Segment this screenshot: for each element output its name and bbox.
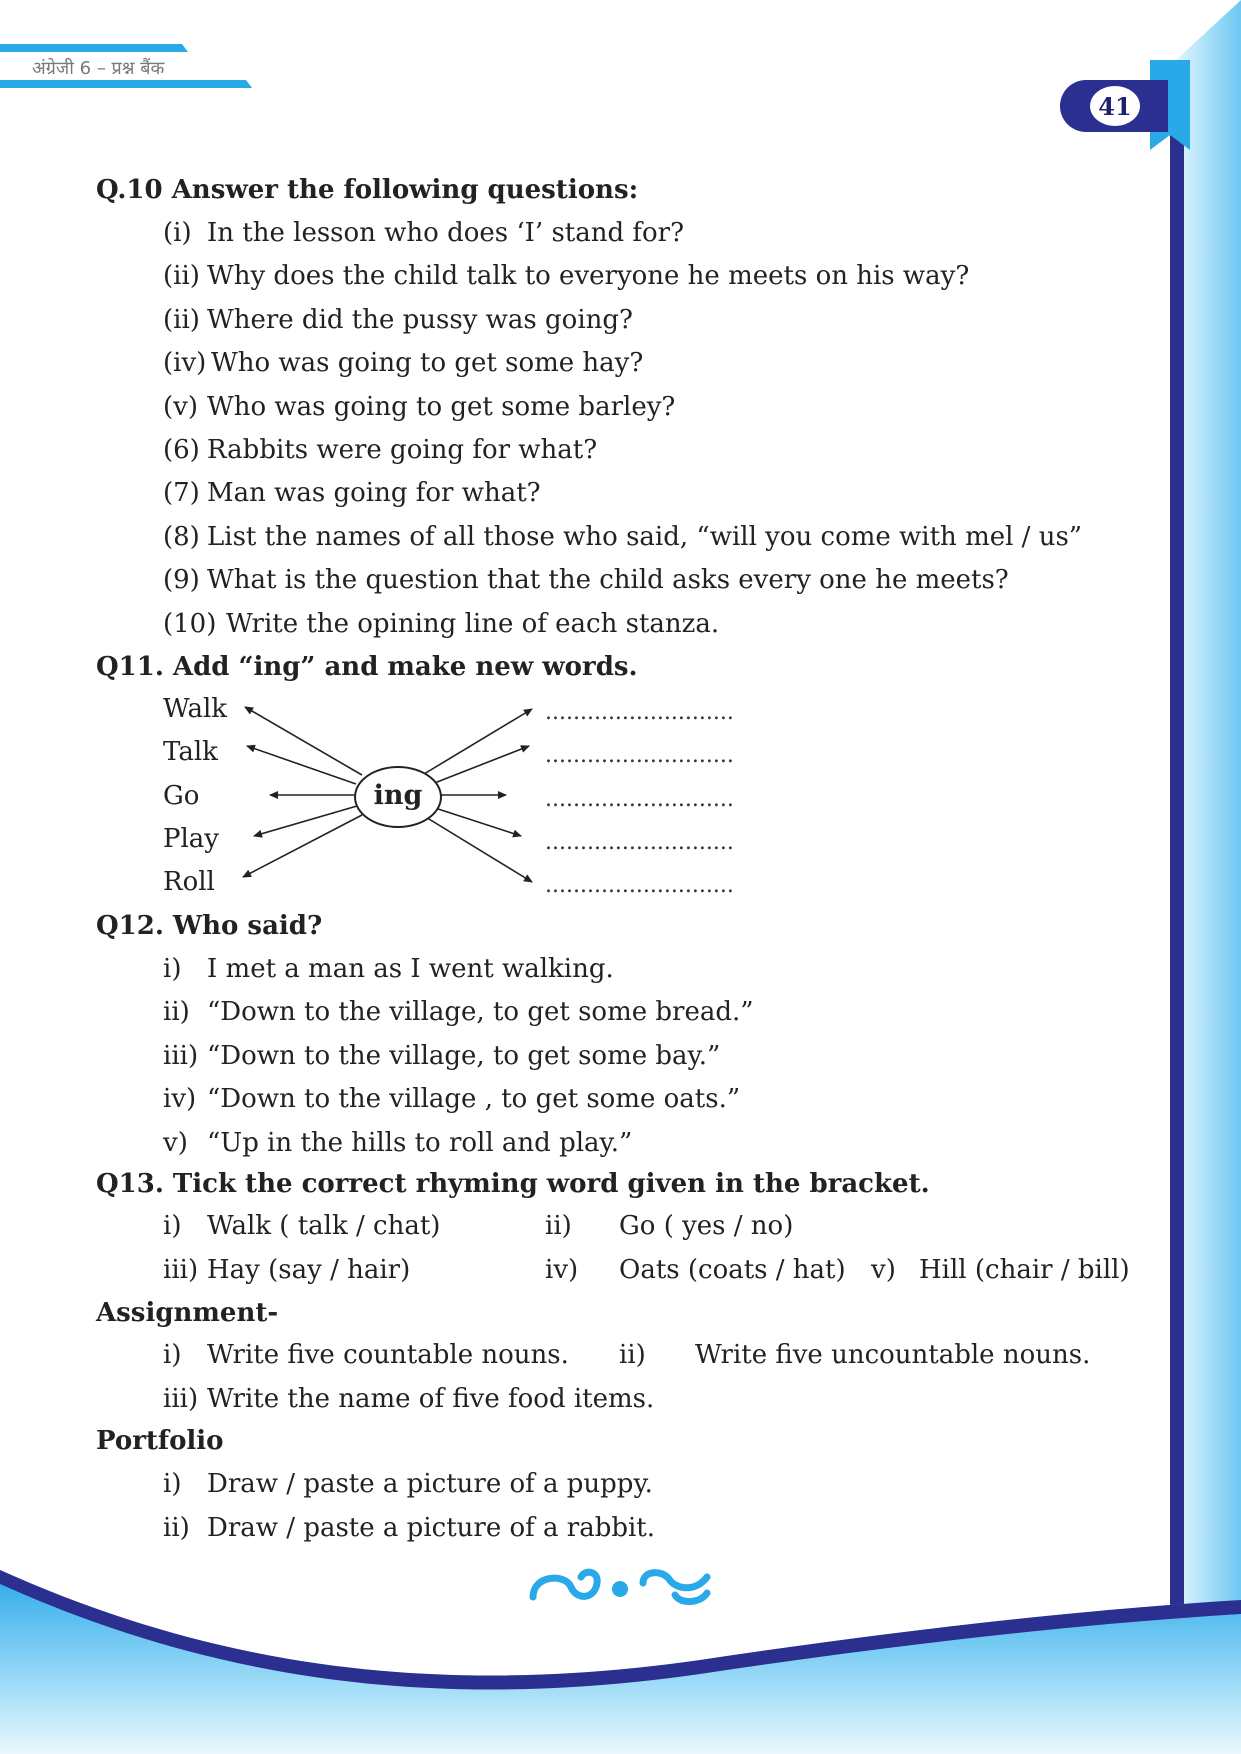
q10-item-num: (ii) <box>163 305 200 335</box>
q10-item-text: Where did the pussy was going? <box>207 305 633 335</box>
q11-word: Play <box>163 824 219 854</box>
q10-item-text: What is the question that the child asks every one he meets? <box>207 565 1009 595</box>
book-title: अंग्रेजी 6 – प्रश्न बैंक <box>32 58 165 79</box>
q12-item-text: “Down to the village , to get some oats.” <box>207 1084 741 1114</box>
portfolio-item-text: Draw / paste a picture of a puppy. <box>207 1469 653 1499</box>
q11-word: Walk <box>163 694 228 724</box>
portfolio-item-num: i) <box>163 1469 182 1499</box>
answer-blank[interactable]: ........................... <box>545 830 734 855</box>
assignment-item-num: iii) <box>163 1384 199 1414</box>
page-number: 41 <box>1098 92 1132 121</box>
q13-item-text: Hay (say / hair) <box>207 1255 411 1285</box>
q11-title: Q11. Add “ing” and make new words. <box>96 652 638 682</box>
q10-item-text: Who was going to get some barley? <box>207 392 676 422</box>
q13-item-num: iii) <box>163 1255 199 1285</box>
assignment-item-text: Write five countable nouns. <box>207 1340 569 1370</box>
q10-item-num: (9) <box>163 565 200 595</box>
q11-word: Talk <box>163 737 218 767</box>
assignment-item-num: ii) <box>619 1340 646 1370</box>
q12-item-num: i) <box>163 954 182 984</box>
assignment-item-text: Write the name of five food items. <box>207 1384 655 1414</box>
q13-title: Q13. Tick the correct rhyming word given in the bracket. <box>96 1169 930 1199</box>
q12-item-num: iii) <box>163 1041 199 1071</box>
ornament-icon <box>525 1565 715 1609</box>
q10-item-text: Rabbits were going for what? <box>207 435 598 465</box>
q12-title: Q12. Who said? <box>96 911 323 941</box>
q13-item-num: iv) <box>545 1255 579 1285</box>
assignment-item-text: Write five uncountable nouns. <box>695 1340 1091 1370</box>
q11-word: Roll <box>163 867 215 897</box>
q10-item-text: Man was going for what? <box>207 478 541 508</box>
q12-item-text: “Up in the hills to roll and play.” <box>207 1128 633 1158</box>
q12-item-text: “Down to the village, to get some bread.” <box>207 997 754 1027</box>
q10-item-text: Who was going to get some hay? <box>211 348 644 378</box>
q10-item-num: (iv) <box>163 348 207 378</box>
q13-item-num: v) <box>871 1255 896 1285</box>
portfolio-title: Portfolio <box>96 1426 224 1456</box>
q12-item-text: “Down to the village, to get some bay.” <box>207 1041 721 1071</box>
ing-label: ing <box>373 780 423 811</box>
q13-item-text: Walk ( talk / chat) <box>207 1211 441 1241</box>
answer-blank[interactable]: ........................... <box>545 700 734 725</box>
q10-item-text: In the lesson who does ‘I’ stand for? <box>207 218 685 248</box>
q10-item-num: (10) <box>163 609 217 639</box>
assignment-title: Assignment- <box>96 1298 279 1328</box>
q10-title: Q.10 Answer the following questions: <box>96 175 639 205</box>
q10-item-num: (ii) <box>163 261 200 291</box>
q10-item-text: Write the opining line of each stanza. <box>226 609 720 639</box>
answer-blank[interactable]: ........................... <box>545 743 734 768</box>
q12-item-num: iv) <box>163 1084 197 1114</box>
q13-item-num: i) <box>163 1211 182 1241</box>
portfolio-item-num: ii) <box>163 1513 190 1543</box>
q10-item-text: List the names of all those who said, “will you come with mel / us” <box>207 522 1083 552</box>
q12-item-text: I met a man as I went walking. <box>207 954 614 984</box>
q12-item-num: v) <box>163 1128 188 1158</box>
q10-item-num: (i) <box>163 218 192 248</box>
q12-item-num: ii) <box>163 997 190 1027</box>
answer-blank[interactable]: ........................... <box>545 873 734 898</box>
q10-item-num: (6) <box>163 435 200 465</box>
q13-item-text: Go ( yes / no) <box>619 1211 794 1241</box>
q10-item-num: (v) <box>163 392 198 422</box>
q11-word: Go <box>163 781 200 811</box>
answer-blank[interactable]: ........................... <box>545 787 734 812</box>
assignment-item-num: i) <box>163 1340 182 1370</box>
q13-item-text: Hill (chair / bill) <box>919 1255 1130 1285</box>
portfolio-item-text: Draw / paste a picture of a rabbit. <box>207 1513 656 1543</box>
q10-item-num: (8) <box>163 522 200 552</box>
q10-item-num: (7) <box>163 478 200 508</box>
q13-item-num: ii) <box>545 1211 572 1241</box>
q13-item-text: Oats (coats / hat) <box>619 1255 846 1285</box>
q10-item-text: Why does the child talk to everyone he meets on his way? <box>207 261 970 291</box>
